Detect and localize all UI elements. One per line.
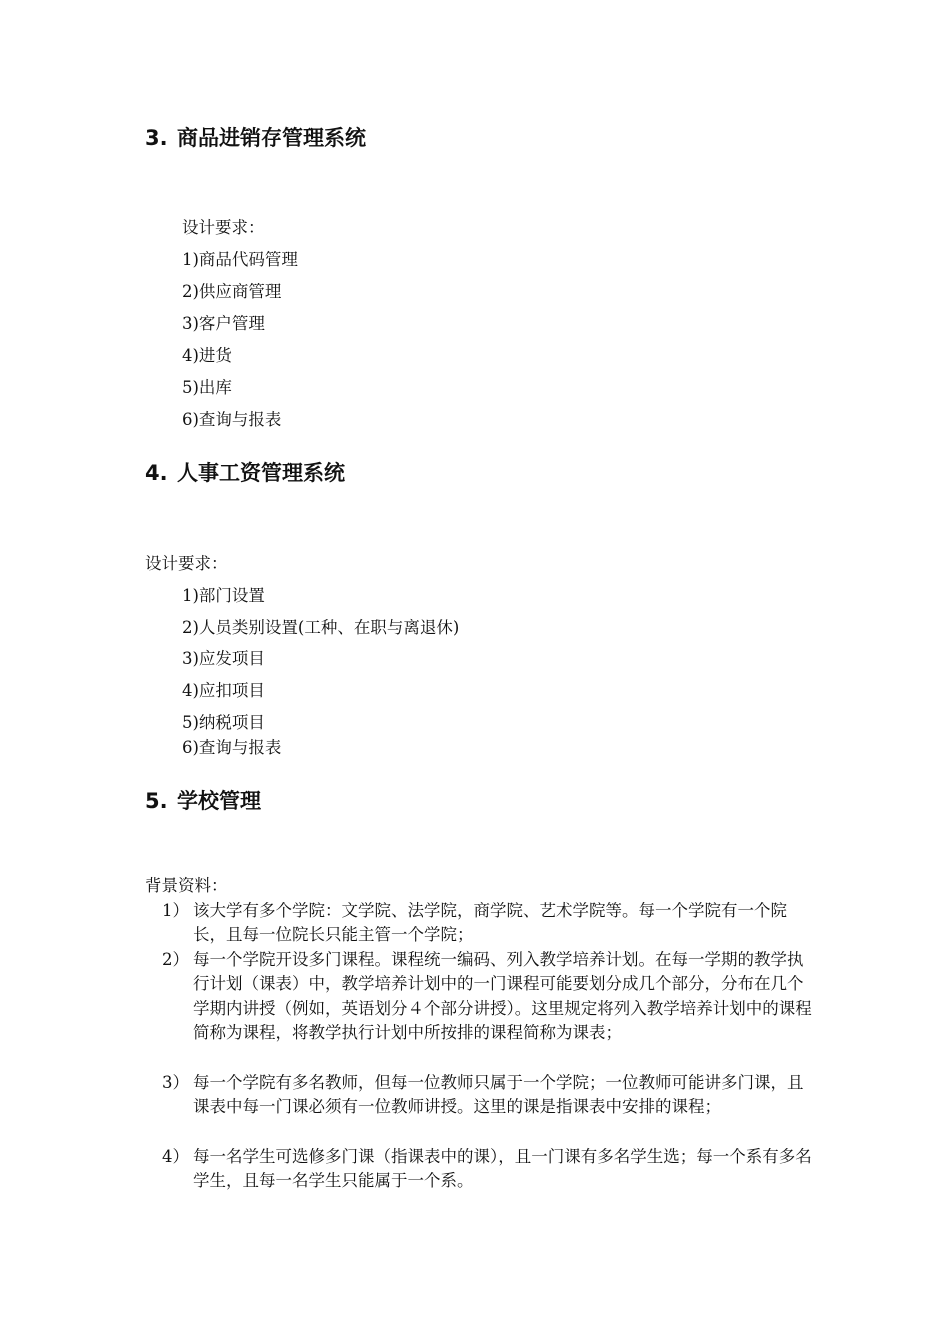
requirement-item: 1)部门设置 — [182, 586, 265, 605]
requirement-item: 2)人员类别设置(工种、在职与离退休) — [182, 618, 460, 637]
section-5-heading — [145, 787, 261, 815]
section-3-heading — [145, 124, 366, 152]
section-number: 5. — [145, 789, 168, 813]
background-paragraph — [162, 1071, 812, 1120]
requirement-item: 1)商品代码管理 — [182, 250, 298, 269]
background-paragraph — [162, 1145, 812, 1194]
section-title: 学校管理 — [177, 789, 261, 813]
requirement-item: 5)纳税项目 — [182, 713, 265, 732]
paragraph-text: 每一个学院有多名教师，但每一位教师只属于一个学院；一位教师可能讲多门课，且课表中每一门课必须有一位教师讲授。这里的课是指课表中安排的课程； — [193, 1073, 804, 1117]
paragraph-marker: 3） — [162, 1073, 189, 1092]
requirement-item: 6)查询与报表 — [182, 738, 282, 757]
background-label: 背景资料： — [145, 876, 228, 895]
requirement-item: 2)供应商管理 — [182, 282, 282, 301]
design-requirements-label: 设计要求： — [182, 218, 265, 237]
section-number: 4. — [145, 461, 168, 485]
requirement-item: 4)进货 — [182, 346, 232, 365]
section-4-heading — [145, 459, 345, 487]
requirement-item: 4)应扣项目 — [182, 681, 265, 700]
requirement-item: 6)查询与报表 — [182, 410, 282, 429]
requirement-item: 3)应发项目 — [182, 649, 265, 668]
background-paragraph — [162, 948, 812, 1046]
paragraph-marker: 4） — [162, 1147, 189, 1166]
background-paragraph — [162, 899, 812, 948]
paragraph-marker: 1） — [162, 901, 189, 920]
design-requirements-label: 设计要求： — [145, 554, 228, 573]
paragraph-text: 每一个学院开设多门课程。课程统一编码、列入教学培养计划。在每一学期的教学执行计划（课表）中，教学培养计划中的一门课程可能要划分成几个部分，分布在几个学期内讲授（例如，英语划分４个部分讲授）。这里规定将列入教学培养计划中的课程简称为课程，将教学执行计划中所按排的课程简称为课表； — [193, 950, 812, 1043]
section-title: 商品进销存管理系统 — [177, 126, 366, 150]
section-title: 人事工资管理系统 — [177, 461, 345, 485]
paragraph-text: 每一名学生可选修多门课（指课表中的课），且一门课有多名学生选；每一个系有多名学生，且每一名学生只能属于一个系。 — [193, 1147, 812, 1191]
section-number: 3. — [145, 126, 168, 150]
paragraph-text: 该大学有多个学院：文学院、法学院，商学院、艺术学院等。每一个学院有一个院长，且每一位院长只能主管一个学院； — [193, 901, 787, 945]
requirement-item: 3)客户管理 — [182, 314, 265, 333]
requirement-item: 5)出库 — [182, 378, 232, 397]
paragraph-marker: 2） — [162, 950, 189, 969]
